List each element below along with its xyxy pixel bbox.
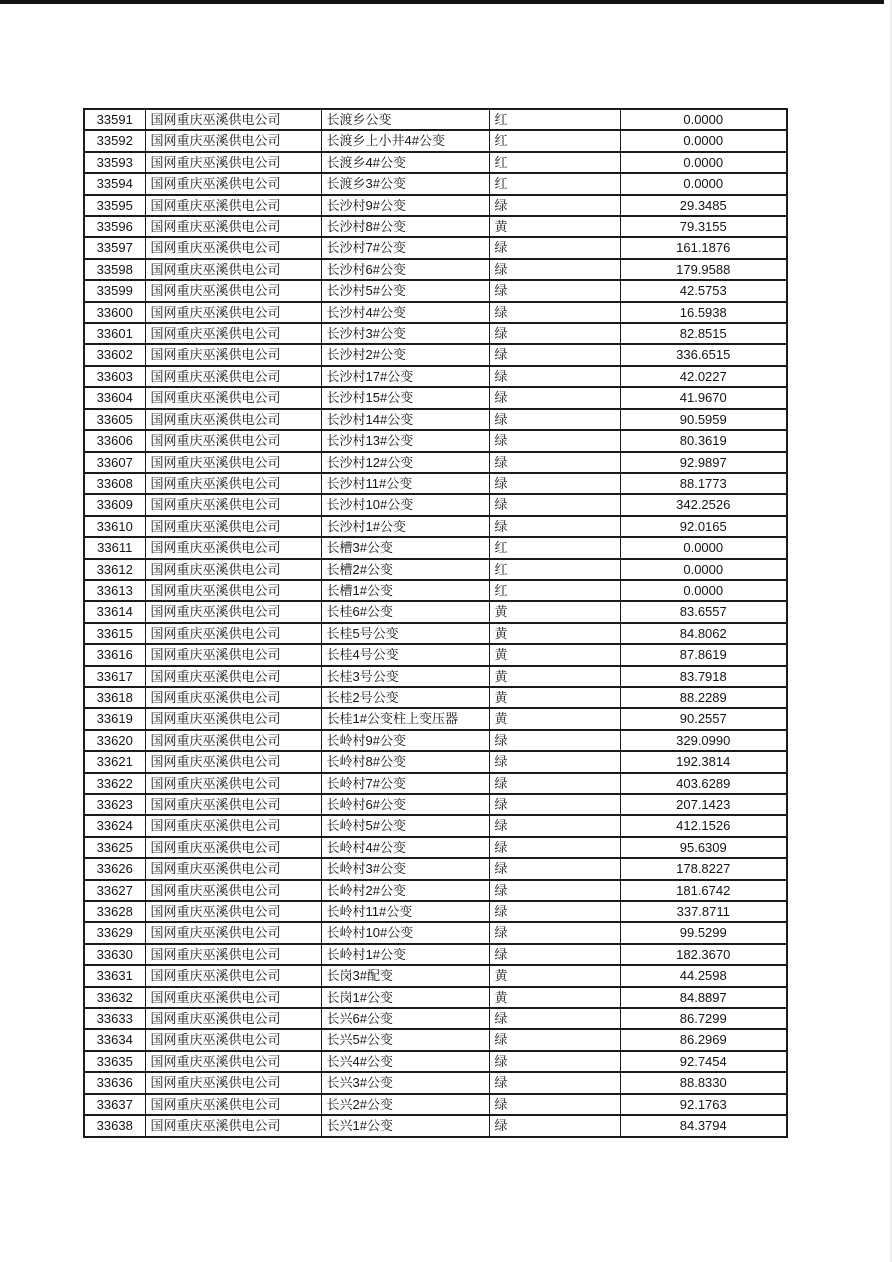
cell-transformer-name: 长沙村2#公变 — [321, 344, 489, 365]
cell-company-name: 国网重庆巫溪供电公司 — [145, 494, 321, 515]
cell-record-id: 33637 — [84, 1094, 145, 1115]
cell-company-name: 国网重庆巫溪供电公司 — [145, 1008, 321, 1029]
cell-status-color: 绿 — [489, 452, 620, 473]
cell-value: 82.8515 — [620, 323, 787, 344]
cell-status-color: 绿 — [489, 409, 620, 430]
cell-status-color: 绿 — [489, 858, 620, 879]
cell-transformer-name: 长沙村14#公变 — [321, 409, 489, 430]
cell-status-color: 红 — [489, 152, 620, 173]
table-row — [84, 965, 787, 986]
cell-value: 182.3670 — [620, 944, 787, 965]
cell-company-name: 国网重庆巫溪供电公司 — [145, 302, 321, 323]
cell-transformer-name: 长桂5号公变 — [321, 623, 489, 644]
cell-value: 99.5299 — [620, 922, 787, 943]
cell-transformer-name: 长岭村8#公变 — [321, 751, 489, 772]
cell-status-color: 绿 — [489, 1029, 620, 1050]
cell-transformer-name: 长桂3号公变 — [321, 666, 489, 687]
cell-value: 192.3814 — [620, 751, 787, 772]
cell-record-id: 33624 — [84, 815, 145, 836]
cell-value: 92.1763 — [620, 1094, 787, 1115]
cell-record-id: 33636 — [84, 1072, 145, 1093]
cell-company-name: 国网重庆巫溪供电公司 — [145, 773, 321, 794]
cell-status-color: 绿 — [489, 366, 620, 387]
cell-value: 178.8227 — [620, 858, 787, 879]
cell-value: 42.0227 — [620, 366, 787, 387]
cell-record-id: 33610 — [84, 516, 145, 537]
table-row — [84, 601, 787, 622]
cell-value: 0.0000 — [620, 580, 787, 601]
cell-status-color: 绿 — [489, 901, 620, 922]
cell-value: 84.8062 — [620, 623, 787, 644]
cell-status-color: 绿 — [489, 259, 620, 280]
table-row — [84, 708, 787, 729]
cell-transformer-name: 长兴2#公变 — [321, 1094, 489, 1115]
cell-status-color: 绿 — [489, 773, 620, 794]
cell-transformer-name: 长岗1#公变 — [321, 987, 489, 1008]
table-row — [84, 452, 787, 473]
cell-record-id: 33607 — [84, 452, 145, 473]
cell-value: 79.3155 — [620, 216, 787, 237]
cell-status-color: 绿 — [489, 494, 620, 515]
cell-status-color: 红 — [489, 130, 620, 151]
cell-value: 83.7918 — [620, 666, 787, 687]
cell-company-name: 国网重庆巫溪供电公司 — [145, 730, 321, 751]
cell-company-name: 国网重庆巫溪供电公司 — [145, 987, 321, 1008]
cell-record-id: 33625 — [84, 837, 145, 858]
table-row — [84, 1008, 787, 1029]
cell-transformer-name: 长桂2号公变 — [321, 687, 489, 708]
cell-company-name: 国网重庆巫溪供电公司 — [145, 837, 321, 858]
cell-transformer-name: 长岭村6#公变 — [321, 794, 489, 815]
cell-record-id: 33591 — [84, 109, 145, 130]
cell-company-name: 国网重庆巫溪供电公司 — [145, 173, 321, 194]
cell-company-name: 国网重庆巫溪供电公司 — [145, 1029, 321, 1050]
table-row — [84, 130, 787, 151]
cell-record-id: 33595 — [84, 195, 145, 216]
table-row — [84, 537, 787, 558]
cell-record-id: 33608 — [84, 473, 145, 494]
cell-record-id: 33621 — [84, 751, 145, 772]
cell-company-name: 国网重庆巫溪供电公司 — [145, 344, 321, 365]
cell-company-name: 国网重庆巫溪供电公司 — [145, 452, 321, 473]
cell-status-color: 绿 — [489, 730, 620, 751]
cell-value: 207.1423 — [620, 794, 787, 815]
table-row — [84, 730, 787, 751]
cell-status-color: 红 — [489, 559, 620, 580]
cell-status-color: 黄 — [489, 666, 620, 687]
cell-value: 88.1773 — [620, 473, 787, 494]
cell-transformer-name: 长兴5#公变 — [321, 1029, 489, 1050]
cell-transformer-name: 长沙村11#公变 — [321, 473, 489, 494]
cell-transformer-name: 长沙村8#公变 — [321, 216, 489, 237]
cell-record-id: 33628 — [84, 901, 145, 922]
table-row — [84, 259, 787, 280]
table-row — [84, 580, 787, 601]
cell-value: 88.2289 — [620, 687, 787, 708]
cell-record-id: 33616 — [84, 644, 145, 665]
table-row — [84, 494, 787, 515]
table-row — [84, 559, 787, 580]
cell-record-id: 33630 — [84, 944, 145, 965]
cell-value: 0.0000 — [620, 537, 787, 558]
cell-record-id: 33633 — [84, 1008, 145, 1029]
table-row — [84, 409, 787, 430]
cell-status-color: 绿 — [489, 302, 620, 323]
cell-value: 42.5753 — [620, 280, 787, 301]
cell-status-color: 绿 — [489, 751, 620, 772]
cell-record-id: 33622 — [84, 773, 145, 794]
table-row — [84, 387, 787, 408]
cell-company-name: 国网重庆巫溪供电公司 — [145, 944, 321, 965]
cell-value: 336.6515 — [620, 344, 787, 365]
cell-transformer-name: 长渡乡3#公变 — [321, 173, 489, 194]
table-row — [84, 751, 787, 772]
cell-company-name: 国网重庆巫溪供电公司 — [145, 901, 321, 922]
cell-transformer-name: 长岭村3#公变 — [321, 858, 489, 879]
cell-status-color: 红 — [489, 580, 620, 601]
table-row — [84, 944, 787, 965]
cell-transformer-name: 长岭村4#公变 — [321, 837, 489, 858]
cell-transformer-name: 长岭村5#公变 — [321, 815, 489, 836]
cell-value: 0.0000 — [620, 559, 787, 580]
cell-record-id: 33635 — [84, 1051, 145, 1072]
cell-company-name: 国网重庆巫溪供电公司 — [145, 109, 321, 130]
cell-value: 95.6309 — [620, 837, 787, 858]
cell-value: 84.8897 — [620, 987, 787, 1008]
cell-transformer-name: 长沙村17#公变 — [321, 366, 489, 387]
cell-record-id: 33612 — [84, 559, 145, 580]
table-row — [84, 280, 787, 301]
cell-record-id: 33627 — [84, 880, 145, 901]
table-row — [84, 195, 787, 216]
cell-company-name: 国网重庆巫溪供电公司 — [145, 1094, 321, 1115]
cell-record-id: 33597 — [84, 237, 145, 258]
transformer-data-table — [83, 108, 788, 1138]
cell-status-color: 绿 — [489, 323, 620, 344]
table-row — [84, 880, 787, 901]
cell-status-color: 绿 — [489, 195, 620, 216]
cell-transformer-name: 长沙村10#公变 — [321, 494, 489, 515]
cell-record-id: 33620 — [84, 730, 145, 751]
cell-status-color: 绿 — [489, 944, 620, 965]
cell-company-name: 国网重庆巫溪供电公司 — [145, 237, 321, 258]
table-row — [84, 794, 787, 815]
cell-record-id: 33594 — [84, 173, 145, 194]
cell-transformer-name: 长沙村6#公变 — [321, 259, 489, 280]
cell-record-id: 33601 — [84, 323, 145, 344]
cell-record-id: 33626 — [84, 858, 145, 879]
table-row — [84, 344, 787, 365]
cell-value: 0.0000 — [620, 130, 787, 151]
cell-status-color: 绿 — [489, 237, 620, 258]
cell-company-name: 国网重庆巫溪供电公司 — [145, 387, 321, 408]
cell-record-id: 33619 — [84, 708, 145, 729]
cell-status-color: 绿 — [489, 794, 620, 815]
cell-value: 412.1526 — [620, 815, 787, 836]
cell-status-color: 黄 — [489, 601, 620, 622]
cell-transformer-name: 长沙村4#公变 — [321, 302, 489, 323]
cell-record-id: 33634 — [84, 1029, 145, 1050]
cell-company-name: 国网重庆巫溪供电公司 — [145, 259, 321, 280]
cell-value: 179.9588 — [620, 259, 787, 280]
cell-transformer-name: 长槽2#公变 — [321, 559, 489, 580]
cell-record-id: 33614 — [84, 601, 145, 622]
cell-transformer-name: 长渡乡4#公变 — [321, 152, 489, 173]
cell-record-id: 33615 — [84, 623, 145, 644]
cell-record-id: 33602 — [84, 344, 145, 365]
cell-record-id: 33604 — [84, 387, 145, 408]
cell-transformer-name: 长岭村11#公变 — [321, 901, 489, 922]
cell-company-name: 国网重庆巫溪供电公司 — [145, 516, 321, 537]
cell-value: 44.2598 — [620, 965, 787, 986]
cell-company-name: 国网重庆巫溪供电公司 — [145, 216, 321, 237]
cell-status-color: 绿 — [489, 473, 620, 494]
cell-value: 0.0000 — [620, 152, 787, 173]
cell-transformer-name: 长岗3#配变 — [321, 965, 489, 986]
cell-company-name: 国网重庆巫溪供电公司 — [145, 430, 321, 451]
cell-status-color: 绿 — [489, 516, 620, 537]
cell-status-color: 绿 — [489, 922, 620, 943]
cell-status-color: 黄 — [489, 623, 620, 644]
table-row — [84, 773, 787, 794]
cell-value: 92.0165 — [620, 516, 787, 537]
cell-record-id: 33599 — [84, 280, 145, 301]
cell-transformer-name: 长渡乡上小井4#公变 — [321, 130, 489, 151]
cell-status-color: 绿 — [489, 280, 620, 301]
cell-company-name: 国网重庆巫溪供电公司 — [145, 858, 321, 879]
cell-status-color: 绿 — [489, 1115, 620, 1136]
cell-record-id: 33623 — [84, 794, 145, 815]
cell-value: 92.7454 — [620, 1051, 787, 1072]
cell-status-color: 黄 — [489, 216, 620, 237]
cell-record-id: 33638 — [84, 1115, 145, 1136]
table-row — [84, 109, 787, 130]
cell-value: 90.5959 — [620, 409, 787, 430]
table-row — [84, 623, 787, 644]
cell-company-name: 国网重庆巫溪供电公司 — [145, 580, 321, 601]
cell-company-name: 国网重庆巫溪供电公司 — [145, 601, 321, 622]
cell-company-name: 国网重庆巫溪供电公司 — [145, 815, 321, 836]
table-row — [84, 366, 787, 387]
cell-value: 86.2969 — [620, 1029, 787, 1050]
cell-company-name: 国网重庆巫溪供电公司 — [145, 687, 321, 708]
cell-status-color: 红 — [489, 537, 620, 558]
cell-company-name: 国网重庆巫溪供电公司 — [145, 794, 321, 815]
cell-value: 86.7299 — [620, 1008, 787, 1029]
cell-transformer-name: 长沙村15#公变 — [321, 387, 489, 408]
cell-transformer-name: 长沙村5#公变 — [321, 280, 489, 301]
cell-record-id: 33609 — [84, 494, 145, 515]
cell-value: 403.6289 — [620, 773, 787, 794]
cell-company-name: 国网重庆巫溪供电公司 — [145, 751, 321, 772]
cell-company-name: 国网重庆巫溪供电公司 — [145, 922, 321, 943]
cell-record-id: 33618 — [84, 687, 145, 708]
cell-company-name: 国网重庆巫溪供电公司 — [145, 559, 321, 580]
cell-status-color: 绿 — [489, 1008, 620, 1029]
table-row — [84, 1072, 787, 1093]
cell-record-id: 33611 — [84, 537, 145, 558]
cell-transformer-name: 长兴3#公变 — [321, 1072, 489, 1093]
table-row — [84, 837, 787, 858]
cell-company-name: 国网重庆巫溪供电公司 — [145, 965, 321, 986]
table-row — [84, 922, 787, 943]
table-row — [84, 516, 787, 537]
cell-status-color: 绿 — [489, 1051, 620, 1072]
cell-transformer-name: 长沙村3#公变 — [321, 323, 489, 344]
cell-transformer-name: 长桂1#公变柱上变压器 — [321, 708, 489, 729]
table-row — [84, 473, 787, 494]
cell-value: 329.0990 — [620, 730, 787, 751]
cell-status-color: 绿 — [489, 880, 620, 901]
cell-transformer-name: 长兴1#公变 — [321, 1115, 489, 1136]
cell-value: 83.6557 — [620, 601, 787, 622]
cell-transformer-name: 长渡乡公变 — [321, 109, 489, 130]
table-row — [84, 687, 787, 708]
cell-company-name: 国网重庆巫溪供电公司 — [145, 473, 321, 494]
cell-company-name: 国网重庆巫溪供电公司 — [145, 409, 321, 430]
cell-value: 29.3485 — [620, 195, 787, 216]
cell-value: 0.0000 — [620, 109, 787, 130]
cell-transformer-name: 长岭村9#公变 — [321, 730, 489, 751]
table-row — [84, 1115, 787, 1136]
cell-record-id: 33613 — [84, 580, 145, 601]
cell-transformer-name: 长沙村13#公变 — [321, 430, 489, 451]
cell-record-id: 33596 — [84, 216, 145, 237]
cell-transformer-name: 长沙村12#公变 — [321, 452, 489, 473]
cell-company-name: 国网重庆巫溪供电公司 — [145, 152, 321, 173]
cell-transformer-name: 长岭村7#公变 — [321, 773, 489, 794]
cell-value: 90.2557 — [620, 708, 787, 729]
cell-company-name: 国网重庆巫溪供电公司 — [145, 1115, 321, 1136]
cell-transformer-name: 长岭村1#公变 — [321, 944, 489, 965]
cell-value: 337.8711 — [620, 901, 787, 922]
table-row — [84, 152, 787, 173]
cell-status-color: 红 — [489, 173, 620, 194]
table-row — [84, 666, 787, 687]
cell-status-color: 黄 — [489, 987, 620, 1008]
cell-value: 16.5938 — [620, 302, 787, 323]
cell-company-name: 国网重庆巫溪供电公司 — [145, 195, 321, 216]
cell-status-color: 绿 — [489, 344, 620, 365]
cell-transformer-name: 长岭村10#公变 — [321, 922, 489, 943]
cell-company-name: 国网重庆巫溪供电公司 — [145, 1051, 321, 1072]
cell-status-color: 黄 — [489, 687, 620, 708]
cell-value: 342.2526 — [620, 494, 787, 515]
cell-value: 84.3794 — [620, 1115, 787, 1136]
cell-status-color: 绿 — [489, 1094, 620, 1115]
table-row — [84, 815, 787, 836]
cell-company-name: 国网重庆巫溪供电公司 — [145, 880, 321, 901]
cell-company-name: 国网重庆巫溪供电公司 — [145, 708, 321, 729]
table-row — [84, 237, 787, 258]
cell-transformer-name: 长槽1#公变 — [321, 580, 489, 601]
cell-company-name: 国网重庆巫溪供电公司 — [145, 537, 321, 558]
cell-transformer-name: 长沙村7#公变 — [321, 237, 489, 258]
cell-record-id: 33605 — [84, 409, 145, 430]
cell-value: 88.8330 — [620, 1072, 787, 1093]
cell-record-id: 33600 — [84, 302, 145, 323]
table-row — [84, 302, 787, 323]
cell-record-id: 33629 — [84, 922, 145, 943]
cell-record-id: 33592 — [84, 130, 145, 151]
cell-transformer-name: 长桂6#公变 — [321, 601, 489, 622]
cell-company-name: 国网重庆巫溪供电公司 — [145, 666, 321, 687]
cell-company-name: 国网重庆巫溪供电公司 — [145, 280, 321, 301]
window-top-edge — [0, 0, 884, 4]
table-row — [84, 1051, 787, 1072]
cell-record-id: 33632 — [84, 987, 145, 1008]
cell-transformer-name: 长沙村9#公变 — [321, 195, 489, 216]
table-row — [84, 1029, 787, 1050]
cell-status-color: 绿 — [489, 815, 620, 836]
cell-status-color: 黄 — [489, 644, 620, 665]
cell-value: 41.9670 — [620, 387, 787, 408]
cell-record-id: 33617 — [84, 666, 145, 687]
cell-company-name: 国网重庆巫溪供电公司 — [145, 323, 321, 344]
cell-value: 0.0000 — [620, 173, 787, 194]
table-row — [84, 901, 787, 922]
table-row — [84, 216, 787, 237]
cell-company-name: 国网重庆巫溪供电公司 — [145, 130, 321, 151]
cell-status-color: 绿 — [489, 430, 620, 451]
cell-value: 161.1876 — [620, 237, 787, 258]
cell-value: 80.3619 — [620, 430, 787, 451]
table-row — [84, 644, 787, 665]
cell-record-id: 33603 — [84, 366, 145, 387]
cell-company-name: 国网重庆巫溪供电公司 — [145, 1072, 321, 1093]
cell-status-color: 绿 — [489, 837, 620, 858]
table-row — [84, 173, 787, 194]
cell-status-color: 绿 — [489, 1072, 620, 1093]
cell-status-color: 红 — [489, 109, 620, 130]
cell-status-color: 绿 — [489, 387, 620, 408]
cell-value: 181.6742 — [620, 880, 787, 901]
cell-record-id: 33598 — [84, 259, 145, 280]
cell-record-id: 33631 — [84, 965, 145, 986]
cell-company-name: 国网重庆巫溪供电公司 — [145, 644, 321, 665]
cell-value: 87.8619 — [620, 644, 787, 665]
cell-company-name: 国网重庆巫溪供电公司 — [145, 366, 321, 387]
table-row — [84, 858, 787, 879]
table-row — [84, 323, 787, 344]
cell-record-id: 33606 — [84, 430, 145, 451]
cell-record-id: 33593 — [84, 152, 145, 173]
table-body — [84, 109, 787, 1137]
cell-transformer-name: 长沙村1#公变 — [321, 516, 489, 537]
cell-transformer-name: 长兴4#公变 — [321, 1051, 489, 1072]
cell-value: 92.9897 — [620, 452, 787, 473]
cell-status-color: 黄 — [489, 965, 620, 986]
cell-transformer-name: 长槽3#公变 — [321, 537, 489, 558]
cell-transformer-name: 长桂4号公变 — [321, 644, 489, 665]
cell-transformer-name: 长岭村2#公变 — [321, 880, 489, 901]
cell-status-color: 黄 — [489, 708, 620, 729]
cell-company-name: 国网重庆巫溪供电公司 — [145, 623, 321, 644]
table-row — [84, 1094, 787, 1115]
table-row — [84, 430, 787, 451]
cell-transformer-name: 长兴6#公变 — [321, 1008, 489, 1029]
table-row — [84, 987, 787, 1008]
